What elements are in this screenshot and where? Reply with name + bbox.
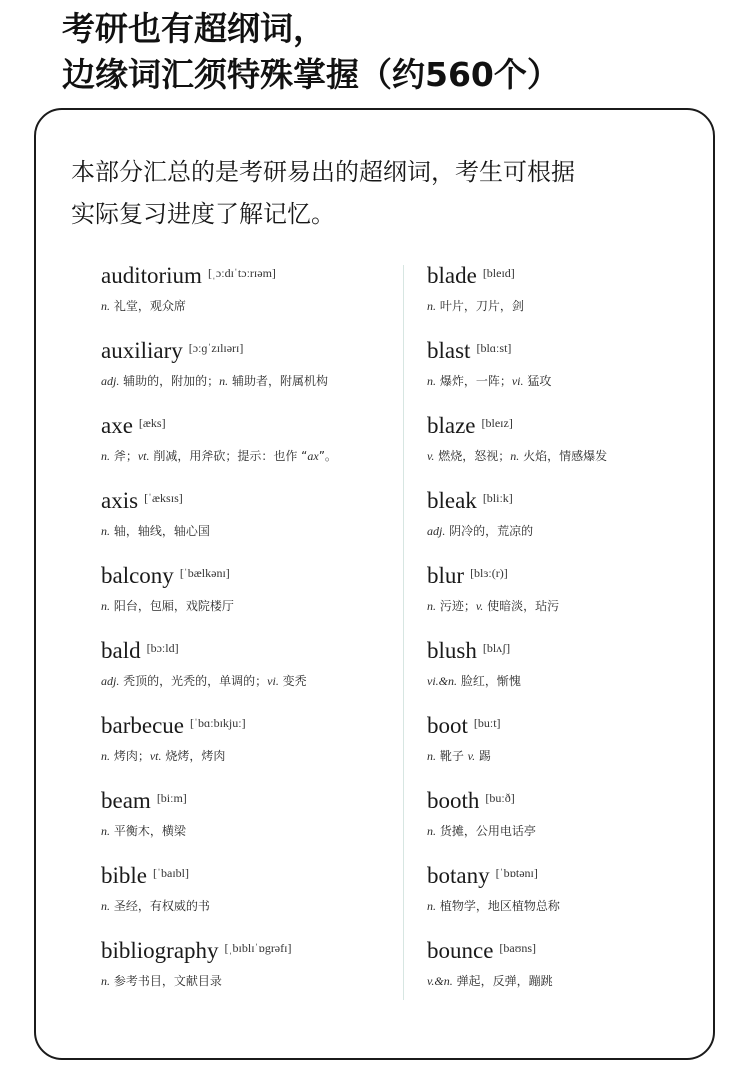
- part-of-speech: ax: [307, 449, 319, 463]
- part-of-speech: n.: [101, 299, 110, 313]
- part-of-speech: n.: [510, 449, 520, 463]
- word-phonetic: [bleɪd]: [482, 266, 515, 280]
- word-headline: [427, 863, 717, 897]
- word-headline: [101, 413, 396, 447]
- word-phonetic: [ˈbɑːbɪkjuː]: [190, 716, 246, 730]
- part-of-speech: v.&n.: [427, 974, 453, 988]
- definition-text: 阳台，包厢，戏院楼厅: [110, 599, 234, 613]
- word-text: bounce: [427, 938, 494, 963]
- part-of-speech: n.: [101, 599, 110, 613]
- definition-text: 轴，轴线，轴心国: [110, 524, 210, 538]
- part-of-speech: vi.: [267, 674, 279, 688]
- word-entry: [101, 563, 396, 638]
- definition-text: 弹起，反弹，蹦跳: [452, 974, 553, 988]
- part-of-speech: n.: [101, 974, 110, 988]
- word-text: bald: [101, 638, 141, 663]
- part-of-speech: v.: [427, 449, 435, 463]
- definition-text: 削减，用斧砍；提示：也作 “: [149, 449, 308, 463]
- word-entry: [427, 413, 717, 488]
- part-of-speech: adj.: [101, 674, 120, 688]
- part-of-speech: n.: [219, 374, 229, 388]
- word-headline: [101, 338, 396, 372]
- part-of-speech: n.: [101, 824, 110, 838]
- word-definition: [427, 372, 717, 390]
- part-of-speech: n.: [427, 749, 436, 763]
- word-definition: [101, 972, 396, 990]
- word-headline: [427, 488, 717, 522]
- word-phonetic: [ɔːɡˈzɪlɪərɪ]: [188, 341, 244, 355]
- part-of-speech: v.: [475, 599, 484, 613]
- word-headline: [101, 713, 396, 747]
- definition-text: 靴子: [436, 749, 468, 763]
- word-headline: [427, 563, 717, 597]
- word-entry: [427, 263, 717, 338]
- word-phonetic: [baʊns]: [499, 941, 536, 955]
- definition-text: 火焰，情感爆发: [519, 449, 608, 463]
- definition-text: 圣经，有权威的书: [110, 899, 210, 913]
- part-of-speech: vi.: [511, 374, 524, 388]
- word-definition: [427, 597, 717, 615]
- definition-text: 辅助者，附属机构: [228, 374, 328, 388]
- word-text: axis: [101, 488, 139, 513]
- word-phonetic: [bɔːld]: [146, 641, 179, 655]
- word-headline: [101, 863, 396, 897]
- word-headline: [427, 638, 717, 672]
- word-phonetic: [blɑːst]: [476, 341, 512, 355]
- definition-text: 脸红，惭愧: [457, 674, 521, 688]
- definition-text: 猛攻: [523, 374, 552, 388]
- definition-text: 踢: [475, 749, 491, 763]
- word-entry: [101, 638, 396, 713]
- word-phonetic: [ˈæksɪs]: [144, 491, 183, 505]
- word-headline: [427, 263, 717, 297]
- word-phonetic: [bleɪz]: [481, 416, 513, 430]
- part-of-speech: n.: [101, 749, 110, 763]
- definition-text: 使暗淡，玷污: [483, 599, 560, 613]
- word-entry: [101, 713, 396, 788]
- word-text: bibliography: [101, 938, 219, 963]
- word-definition: [427, 897, 717, 915]
- definition-text: 货摊，公用电话亭: [436, 824, 536, 838]
- part-of-speech: n.: [427, 374, 436, 388]
- definition-text: 烤肉；: [110, 749, 150, 763]
- word-entry: [101, 488, 396, 563]
- word-phonetic: [ˌbɪblɪˈɒgrəfɪ]: [224, 941, 292, 955]
- word-column-left: [101, 263, 396, 1013]
- word-entry: [427, 338, 717, 413]
- definition-text: 阴冷的，荒凉的: [445, 524, 534, 538]
- word-definition: [101, 297, 396, 315]
- intro-line-2: 实际复习进度了解记忆。: [71, 200, 335, 228]
- word-text: barbecue: [101, 713, 184, 738]
- part-of-speech: vt.: [149, 749, 162, 763]
- word-entry: [101, 263, 396, 338]
- word-phonetic: [blɜː(r)]: [470, 566, 508, 580]
- part-of-speech: n.: [101, 524, 110, 538]
- part-of-speech: vt.: [137, 449, 150, 463]
- word-definition: [427, 747, 717, 765]
- word-definition: [101, 822, 396, 840]
- word-definition: [427, 297, 717, 315]
- definition-text: 平衡木，横梁: [110, 824, 186, 838]
- word-text: beam: [101, 788, 151, 813]
- part-of-speech: n.: [427, 299, 436, 313]
- word-definition: [101, 372, 396, 390]
- definition-text: 植物学，地区植物总称: [436, 899, 560, 913]
- word-text: auditorium: [101, 263, 202, 288]
- word-headline: [101, 488, 396, 522]
- part-of-speech: adj.: [427, 524, 446, 538]
- word-text: bleak: [427, 488, 477, 513]
- word-entry: [427, 788, 717, 863]
- word-phonetic: [buːð]: [485, 791, 515, 805]
- definition-text: 参考书目，文献目录: [110, 974, 222, 988]
- word-definition: [101, 897, 396, 915]
- word-definition: [427, 447, 717, 465]
- word-definition: [101, 447, 396, 465]
- word-entry: [101, 863, 396, 938]
- definition-text: 斧；: [110, 449, 138, 463]
- headline-line-2: 边缘词汇须特殊掌握（约560个）: [62, 55, 560, 94]
- word-definition: [101, 522, 396, 540]
- word-definition: [427, 672, 717, 690]
- word-text: botany: [427, 863, 490, 888]
- word-text: blaze: [427, 413, 476, 438]
- word-headline: [101, 788, 396, 822]
- word-headline: [427, 938, 717, 972]
- word-text: balcony: [101, 563, 174, 588]
- column-divider: [403, 265, 404, 1000]
- word-phonetic: [ˈbaɪbl]: [153, 866, 189, 880]
- part-of-speech: v.: [467, 749, 476, 763]
- part-of-speech: n.: [427, 599, 436, 613]
- word-definition: [427, 522, 717, 540]
- headline-line-1: 考研也有超纲词，: [62, 9, 326, 48]
- word-headline: [427, 788, 717, 822]
- word-text: blush: [427, 638, 477, 663]
- word-entry: [427, 488, 717, 563]
- definition-text: 爆炸，一阵；: [436, 374, 512, 388]
- word-entry: [427, 713, 717, 788]
- intro-text: [71, 151, 691, 235]
- word-headline: [101, 563, 396, 597]
- word-definition: [101, 747, 396, 765]
- headline: [62, 6, 732, 98]
- part-of-speech: adj.: [101, 374, 120, 388]
- word-phonetic: [blʌʃ]: [482, 641, 511, 655]
- word-text: blade: [427, 263, 477, 288]
- word-entry: [101, 938, 396, 1013]
- word-definition: [101, 597, 396, 615]
- word-phonetic: [buːt]: [473, 716, 501, 730]
- definition-text: 叶片，刀片，剑: [436, 299, 524, 313]
- word-definition: [427, 822, 717, 840]
- word-headline: [427, 413, 717, 447]
- definition-text: 变秃: [278, 674, 307, 688]
- word-entry: [427, 938, 717, 1013]
- part-of-speech: n.: [427, 824, 436, 838]
- word-text: blast: [427, 338, 471, 363]
- word-headline: [101, 263, 396, 297]
- word-phonetic: [bliːk]: [482, 491, 513, 505]
- word-definition: [101, 672, 396, 690]
- word-headline: [427, 338, 717, 372]
- word-text: boot: [427, 713, 468, 738]
- word-entry: [427, 863, 717, 938]
- word-phonetic: [ˈbælkənɪ]: [179, 566, 230, 580]
- part-of-speech: n.: [101, 449, 110, 463]
- word-definition: [427, 972, 717, 990]
- part-of-speech: vi.&n.: [427, 674, 457, 688]
- word-headline: [101, 638, 396, 672]
- word-text: bible: [101, 863, 147, 888]
- word-phonetic: [biːm]: [156, 791, 187, 805]
- word-text: booth: [427, 788, 480, 813]
- word-entry: [101, 788, 396, 863]
- word-text: axe: [101, 413, 133, 438]
- intro-line-1: 本部分汇总的是考研易出的超纲词，考生可根据: [71, 158, 575, 186]
- word-entry: [427, 638, 717, 713]
- definition-text: 污迹；: [436, 599, 476, 613]
- word-text: blur: [427, 563, 465, 588]
- word-entry: [101, 338, 396, 413]
- definition-text: 辅助的，附加的；: [119, 374, 220, 388]
- word-entry: [427, 563, 717, 638]
- definition-text: ”。: [318, 449, 337, 463]
- word-headline: [427, 713, 717, 747]
- word-entry: [101, 413, 396, 488]
- word-phonetic: [æks]: [138, 416, 166, 430]
- definition-text: 烧烤，烤肉: [161, 749, 226, 763]
- word-column-right: [427, 263, 717, 1013]
- word-phonetic: [ˈbɒtənɪ]: [495, 866, 538, 880]
- definition-text: 燃烧，怒视；: [434, 449, 511, 463]
- word-text: auxiliary: [101, 338, 183, 363]
- word-headline: [101, 938, 396, 972]
- definition-text: 礼堂，观众席: [110, 299, 186, 313]
- part-of-speech: n.: [101, 899, 110, 913]
- definition-text: 秃顶的，光秃的，单调的；: [119, 674, 268, 688]
- part-of-speech: n.: [427, 899, 436, 913]
- word-phonetic: [ˌɔːdɪˈtɔːrɪəm]: [207, 266, 276, 280]
